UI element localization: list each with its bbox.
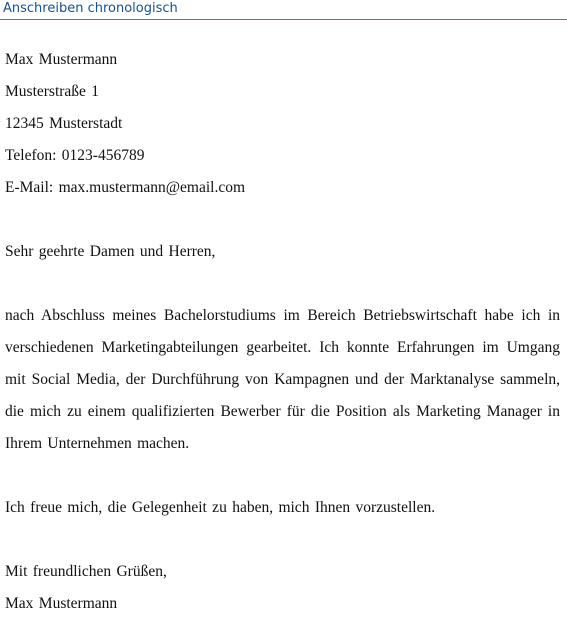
letter-paragraph-1: nach Abschluss meines Bachelorstudiums im Bereich Betriebswirtschaft habe ich in verschiedenen Marketingabteilungen gearbeitet. Ich konnte Erfahrungen im Umgang mit Social Media, der Durchführung von Kampagnen und der Marktanalyse sammeln, die mich zu einem qualifizierten Bewerber für die Position als Marketing Manager in Ihrem Unternehmen machen.	[5, 307, 560, 452]
salutation: Sehr geehrte Damen und Herren,	[5, 243, 216, 260]
spacer	[5, 204, 560, 236]
spacer	[5, 524, 560, 556]
sender-street: Musterstraße 1	[5, 83, 100, 100]
signature: Max Mustermann	[5, 595, 118, 612]
sender-city: 12345 Musterstadt	[5, 115, 123, 132]
letter-paragraph-2: Ich freue mich, die Gelegenheit zu haben, mich Ihnen vorzustellen.	[5, 499, 436, 516]
sender-name: Max Mustermann	[5, 51, 118, 68]
sender-email: E-Mail: max.mustermann@email.com	[5, 179, 246, 196]
closing: Mit freundlichen Grüßen,	[5, 563, 167, 580]
sender-phone: Telefon: 0123-456789	[5, 147, 145, 164]
cover-letter	[5, 44, 560, 620]
document-title: Anschreiben chronologisch	[3, 1, 178, 16]
spacer	[5, 268, 560, 300]
document-header	[0, 0, 567, 20]
spacer	[5, 460, 560, 492]
